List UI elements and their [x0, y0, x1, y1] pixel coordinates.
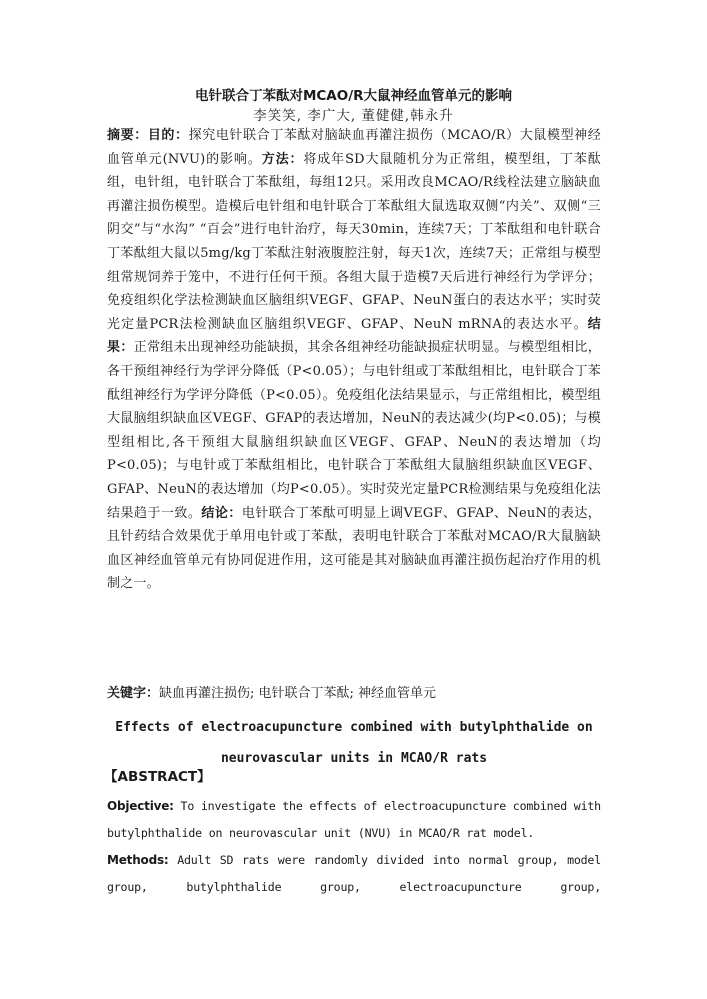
- methods-text-cn: 将成年SD大鼠随机分为正常组，模型组，丁苯酞组，电针组，电针联合丁苯酞组，每组12只。采用改良MCAO/R线栓法建立脑缺血再灌注损伤模型。造模后电针组和电针联合丁苯酞组大鼠选取双侧“内关”、双侧“三阴交”与“水沟” “百会”进行电针治疗，每天30min，连续7天；丁苯酞组和电针联合丁苯酞组大鼠以5mg/kg丁苯酞注射液腹腔注射，每天1次，连续7天；正常组与模型组常规饲养于笼中，不进行任何干预。各组大鼠于造模7天后进行神经行为学评分；免疫组织化学法检测缺血区脑组织VEGF、GFAP、NeuN蛋白的表达水平；实时荧光定量PCR法检测缺血区脑组织VEGF、GFAP、NeuN mRNA的表达水平。: [107, 151, 601, 332]
- keywords: [107, 682, 601, 701]
- title-en-line-1: Effects of electroacupuncture combined with butylphthalide on: [115, 720, 593, 735]
- methods-text-en-line-2: group, butylphthalide group, electroacupuncture group,: [107, 880, 601, 894]
- paper-title-cn: 电针联合丁苯酞对MCAO/R大鼠神经血管单元的影响: [194, 88, 513, 104]
- methods-en: [107, 847, 601, 901]
- objective-label-en: Objective:: [107, 799, 174, 813]
- objective-en: [107, 793, 601, 847]
- results-text-cn: 正常组未出现神经功能缺损，其余各组神经功能缺损症状明显。与模型组相比，各干预组神经行为学评分降低（P<0.05）；与电针组或丁苯酞组相比，电针联合丁苯酞组神经行为学评分降低（P<0.05）。免疫组化法结果显示，与正常组相比，模型组大鼠脑组织缺血区VEGF、GFAP的表达增加，NeuN的表达减少(均P<0.05)；与模型组相比,各干预组大鼠脑组织缺血区VEGF、GFAP、NeuN的表达增加（均P<0.05)；与电针或丁苯酞组相比，电针联合丁苯酞组大鼠脑组织缺血区VEGF、GFAP、NeuN的表达增加（均P<0.05）。实时荧光定量PCR检测结果与免疫组化法结果趋于一致。: [107, 340, 601, 521]
- conclusion-label-cn: 结论：: [201, 505, 242, 521]
- methods-label-cn: 方法：: [261, 151, 304, 167]
- title-en-line-2: neurovascular units in MCAO/R rats: [220, 751, 488, 766]
- keywords-text: 缺血再灌注损伤; 电针联合丁苯酞; 神经血管单元: [159, 686, 437, 701]
- methods-label-en: Methods:: [107, 853, 169, 867]
- methods-text-en-line-1: Adult SD rats were randomly divided into normal group, model: [168, 853, 601, 867]
- objective-text-en: To investigate the effects of electroacupuncture combined with butylphthalide on neurovascular unit (NVU) in MCAO/R rat model.: [107, 799, 601, 840]
- abstract-label: 摘要：: [107, 128, 148, 143]
- abstract-en-heading: 【ABSTRACT】: [104, 769, 211, 785]
- objective-label-cn: 目的：: [147, 128, 189, 143]
- results-label-cn: 结果：: [107, 316, 601, 356]
- objective-text-cn: 探究电针联合丁苯酞对脑缺血再灌注损伤（MCAO/R）大鼠模型神经血管单元(NVU)的影响。: [107, 128, 601, 167]
- keywords-label: 关键字：: [107, 686, 160, 701]
- author-list: 李笑笑, 李广大, 董健健,韩永升: [253, 108, 454, 124]
- abstract-en: [107, 793, 601, 901]
- conclusion-text-cn: 电针联合丁苯酞可明显上调VEGF、GFAP、NeuN的表达，且针药结合效果优于单用电针或丁苯酞，表明电针联合丁苯酞对MCAO/R大鼠脑缺血区神经血管单元有协同促进作用，这可能是其对脑缺血再灌注损伤起治疗作用的机制之一。: [107, 505, 601, 592]
- abstract-cn: [107, 124, 601, 596]
